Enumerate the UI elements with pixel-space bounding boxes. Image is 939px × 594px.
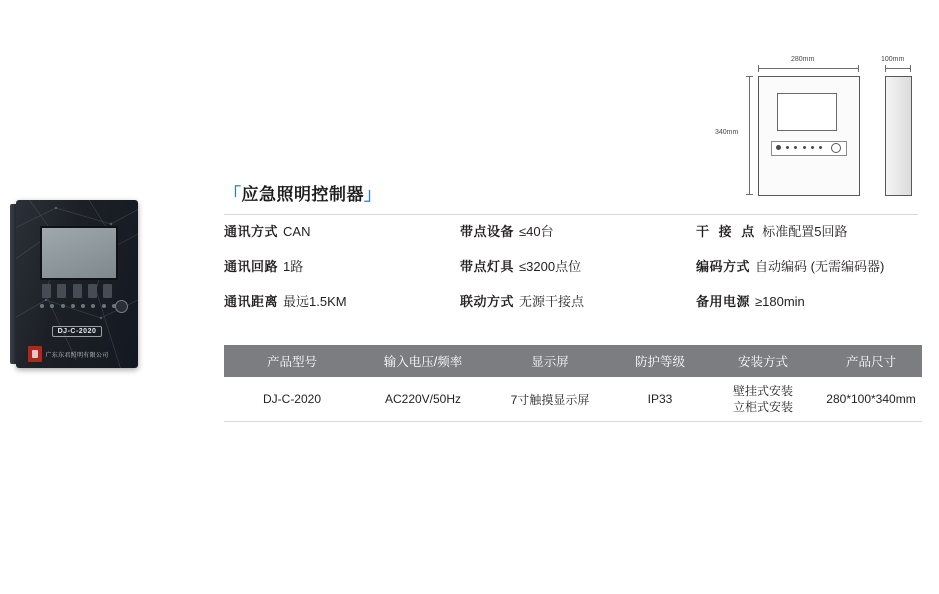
table-header-protection: 防护等级 [634, 355, 685, 369]
spec-key: 联动方式 [460, 294, 515, 309]
product-photo-keypad [42, 284, 112, 300]
dimension-line-depth [885, 68, 910, 69]
spec-item-dry-contact [696, 224, 924, 240]
product-photo-indicator-leds [40, 304, 116, 308]
dimension-line-height [749, 76, 750, 194]
spec-value: 最远1.5KM [283, 294, 347, 309]
title-divider [224, 214, 918, 215]
spec-key: 干 接 点 [696, 224, 758, 239]
drawing-side-view [885, 76, 912, 196]
table-header-size: 产品尺寸 [845, 355, 896, 369]
table-cell-mounting-line2: 立柜式安装 [732, 400, 793, 414]
dimension-tick [758, 65, 759, 72]
spec-key: 编码方式 [696, 259, 751, 274]
product-photo-model-label: DJ-C-2020 [52, 326, 103, 337]
table-cell-protection: IP33 [647, 392, 673, 406]
spec-grid [224, 224, 924, 310]
product-photo-brand-label: 广东东君照明有限公司 [45, 353, 109, 359]
spec-item-communication-type [224, 224, 460, 240]
table-cell-voltage: AC220V/50Hz [384, 392, 462, 406]
dimension-label-depth: 100mm [881, 56, 905, 63]
table-cell-mounting [706, 383, 820, 415]
product-photo-model-badge [16, 326, 138, 337]
table-header-mounting: 安装方式 [737, 355, 788, 369]
spec-key: 通讯方式 [224, 224, 279, 239]
spec-item-encoding-method [696, 259, 924, 275]
drawing-front-view [758, 76, 860, 196]
spec-item-device-capacity [460, 224, 696, 240]
table-header-display: 显示屏 [531, 355, 569, 369]
spec-value: ≤40台 [519, 224, 554, 239]
title-close-bracket: 」 [364, 185, 382, 204]
spec-key: 带点设备 [460, 224, 515, 239]
dimension-tick [746, 76, 753, 77]
product-photo-knob-icon [115, 300, 128, 313]
spec-value: ≥180min [755, 294, 805, 309]
spec-item-luminaire-capacity [460, 259, 696, 275]
spec-item-backup-power [696, 294, 924, 310]
title-text: 应急照明控制器 [241, 185, 364, 204]
product-photo-body [16, 200, 138, 368]
page-title [224, 180, 918, 205]
product-spec-table [224, 345, 922, 422]
dimension-tick [858, 65, 859, 72]
spec-key: 备用电源 [696, 294, 751, 309]
table-cell-size: 280*100*340mm [826, 392, 916, 406]
table-row [224, 377, 922, 422]
dimension-tick [885, 65, 886, 72]
drawing-screen-outline [777, 93, 837, 131]
spec-key: 带点灯具 [460, 259, 515, 274]
table-header-model: 产品型号 [266, 355, 317, 369]
spec-value: ≤3200点位 [519, 259, 582, 274]
spec-item-communication-distance [224, 294, 460, 310]
dimension-label-width: 280mm [791, 56, 815, 63]
product-photo [10, 196, 145, 374]
product-photo-touchscreen [40, 226, 118, 280]
spec-item-linkage-method [460, 294, 696, 310]
spec-key: 通讯回路 [224, 259, 279, 274]
drawing-indicator-dots [776, 145, 822, 150]
dimension-label-height: 340mm [715, 129, 739, 136]
spec-value: 1路 [283, 259, 304, 274]
spec-value: 标准配置5回路 [762, 224, 848, 239]
table-header-row [224, 345, 922, 377]
table-header-voltage: 输入电压/频率 [383, 355, 463, 369]
title-open-bracket: 「 [224, 185, 242, 204]
spec-value: CAN [283, 224, 311, 239]
dimension-line-width [758, 68, 858, 69]
spec-key: 通讯距离 [224, 294, 279, 309]
table-cell-mounting-line1: 壁挂式安装 [732, 384, 793, 398]
table-cell-display: 7寸触摸显示屏 [510, 392, 590, 407]
section-title [224, 180, 918, 215]
table-cell-model: DJ-C-2020 [262, 392, 322, 406]
spec-item-communication-loop [224, 259, 460, 275]
spec-value: 自动编码 (无需编码器) [755, 259, 885, 274]
dimension-tick [910, 65, 911, 72]
spec-value: 无源干接点 [519, 294, 585, 309]
drawing-knob-icon [831, 143, 841, 153]
